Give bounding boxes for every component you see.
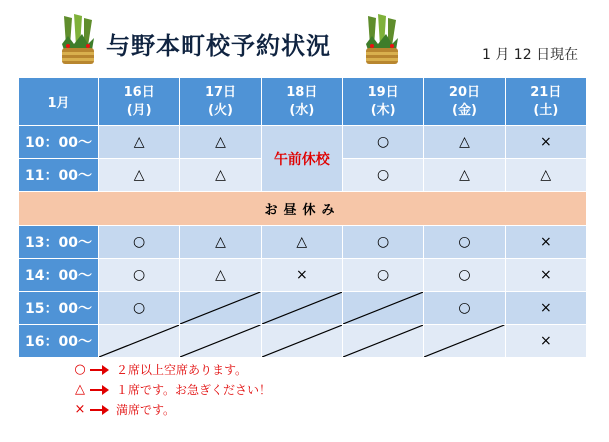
slash-mark bbox=[424, 325, 504, 357]
availability-cell: ○ bbox=[424, 226, 505, 259]
availability-cell: × bbox=[505, 259, 586, 292]
day-weekday: (水) bbox=[289, 102, 315, 118]
day-weekday: (火) bbox=[208, 102, 233, 118]
legend-item bbox=[72, 380, 271, 400]
availability-cell: △ bbox=[180, 126, 261, 159]
unavailable-cell bbox=[180, 325, 261, 358]
availability-cell: ○ bbox=[99, 292, 180, 325]
slash-mark bbox=[262, 325, 342, 357]
availability-cell: × bbox=[505, 126, 586, 159]
availability-cell: ○ bbox=[424, 292, 505, 325]
legend-text: １席です。お急ぎください！ bbox=[116, 383, 272, 397]
availability-cell: ○ bbox=[342, 126, 423, 159]
availability-cell: △ bbox=[99, 126, 180, 159]
legend-symbol: △ bbox=[75, 382, 85, 397]
kadomatsu-icon bbox=[362, 14, 402, 66]
availability-cell: △ bbox=[180, 259, 261, 292]
day-date: 21日 bbox=[530, 84, 562, 100]
availability-cell: ○ bbox=[342, 226, 423, 259]
month-header: 1月 bbox=[19, 78, 99, 126]
day-header bbox=[99, 78, 180, 126]
table-row bbox=[19, 226, 587, 259]
availability-cell: △ bbox=[261, 226, 342, 259]
availability-cell: △ bbox=[99, 159, 180, 192]
slash-mark bbox=[99, 325, 179, 357]
day-header bbox=[180, 78, 261, 126]
unavailable-cell bbox=[342, 325, 423, 358]
unavailable-cell bbox=[261, 292, 342, 325]
time-slot: 14：00～ bbox=[19, 259, 99, 292]
day-date: 16日 bbox=[123, 84, 155, 100]
availability-cell: ○ bbox=[424, 259, 505, 292]
slash-mark bbox=[343, 325, 423, 357]
table-row bbox=[19, 325, 587, 358]
unavailable-cell bbox=[180, 292, 261, 325]
legend-symbol: ○ bbox=[74, 362, 86, 377]
page-header bbox=[0, 0, 609, 76]
table-row bbox=[19, 292, 587, 325]
availability-cell: × bbox=[505, 226, 586, 259]
table-row bbox=[19, 126, 587, 159]
day-header bbox=[424, 78, 505, 126]
availability-cell: ○ bbox=[342, 159, 423, 192]
legend-item bbox=[72, 400, 271, 420]
availability-cell: ○ bbox=[99, 259, 180, 292]
availability-cell: △ bbox=[180, 226, 261, 259]
unavailable-cell bbox=[99, 325, 180, 358]
day-weekday: (土) bbox=[533, 102, 559, 118]
table-row bbox=[19, 259, 587, 292]
availability-cell: ○ bbox=[342, 259, 423, 292]
unavailable-cell bbox=[424, 325, 505, 358]
availability-cell: ○ bbox=[99, 226, 180, 259]
unavailable-cell bbox=[261, 325, 342, 358]
time-slot: 16：00～ bbox=[19, 325, 99, 358]
unavailable-cell bbox=[342, 292, 423, 325]
day-header bbox=[505, 78, 586, 126]
arrow-right-icon bbox=[88, 383, 110, 397]
time-slot: 13：00～ bbox=[19, 226, 99, 259]
legend-text: ２席以上空席あります。 bbox=[116, 363, 248, 377]
availability-cell: △ bbox=[424, 159, 505, 192]
day-date: 18日 bbox=[286, 84, 318, 100]
time-slot: 10：00～ bbox=[19, 126, 99, 159]
arrow-right-icon bbox=[88, 363, 110, 377]
day-weekday: (木) bbox=[370, 102, 396, 118]
availability-cell: △ bbox=[180, 159, 261, 192]
day-date: 20日 bbox=[448, 84, 481, 100]
reservation-table bbox=[18, 77, 587, 358]
availability-cell: × bbox=[505, 325, 586, 358]
slash-mark bbox=[180, 292, 260, 324]
slash-mark bbox=[262, 292, 342, 324]
lunch-break-label: お昼休み bbox=[19, 192, 587, 226]
legend-symbol: × bbox=[74, 402, 86, 417]
slash-mark bbox=[343, 292, 423, 324]
day-header bbox=[261, 78, 342, 126]
lunch-break-row bbox=[19, 192, 587, 226]
availability-cell: △ bbox=[505, 159, 586, 192]
time-slot: 15：00～ bbox=[19, 292, 99, 325]
legend-item bbox=[72, 360, 271, 380]
day-header bbox=[342, 78, 423, 126]
day-weekday: (金) bbox=[452, 102, 477, 118]
table-header-row bbox=[19, 78, 587, 126]
availability-cell: × bbox=[505, 292, 586, 325]
as-of-date: 1 月 12 日現在 bbox=[482, 47, 579, 63]
day-weekday: (月) bbox=[126, 102, 152, 118]
day-date: 19日 bbox=[367, 84, 399, 100]
page-title: 与野本町校予約状況 bbox=[106, 32, 331, 60]
day-date: 17日 bbox=[204, 84, 237, 100]
time-slot: 11：00～ bbox=[19, 159, 99, 192]
slash-mark bbox=[180, 325, 260, 357]
availability-cell: × bbox=[261, 259, 342, 292]
kadomatsu-icon bbox=[58, 14, 98, 66]
closed-notice: 午前休校 bbox=[261, 126, 342, 192]
legend-text: 満席です。 bbox=[116, 403, 176, 417]
availability-cell: △ bbox=[424, 126, 505, 159]
arrow-right-icon bbox=[88, 403, 110, 417]
legend bbox=[72, 360, 271, 420]
